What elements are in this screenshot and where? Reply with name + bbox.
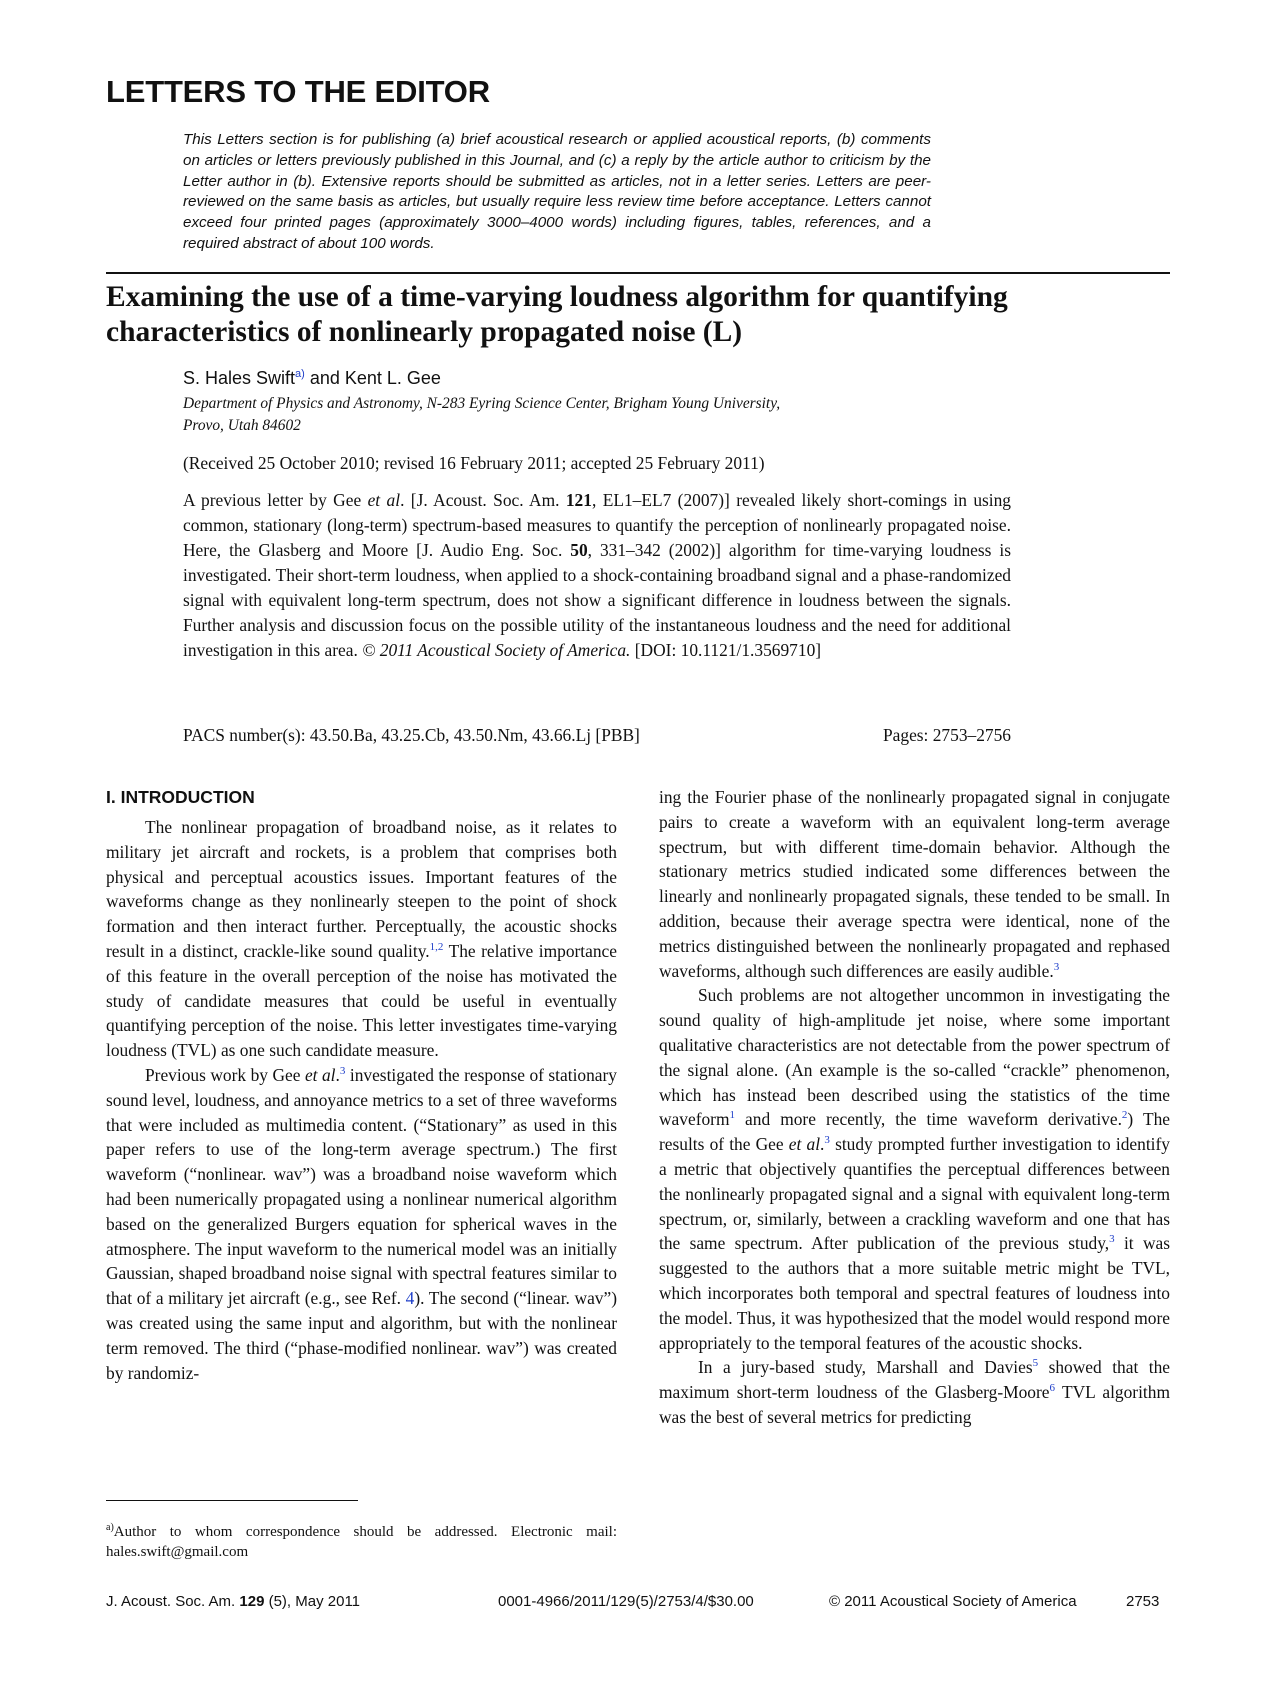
article-title: Examining the use of a time-varying loudness algorithm for quantifying characteristics of nonlinearly propagated noise (L) (106, 281, 1008, 348)
affiliation (183, 393, 983, 437)
author-names-rest: and Kent L. Gee (304, 368, 441, 388)
paragraph-text: showed that the maximum short-term loudness of the Glasberg-Moore (659, 1357, 1170, 1403)
citation-link[interactable]: 6 (1049, 1382, 1055, 1395)
paragraph-text: ). The second (“linear. wav”) was created using the same input and algorithm, but with the nonlinear term removed. The third (“phase-modified nonlinear. wav”) was created by randomiz- (106, 1288, 617, 1383)
paragraph (659, 785, 1170, 983)
citation-link[interactable]: 1,2 (429, 941, 444, 954)
footer-journal (106, 1593, 360, 1610)
abstract-volume: 50 (570, 540, 588, 560)
citation-link[interactable]: 5 (1032, 1357, 1039, 1370)
abstract-text: . [J. Acoust. Soc. Am. (400, 490, 566, 510)
paragraph-text: . (820, 1134, 825, 1155)
reference-link[interactable]: 4 (405, 1288, 415, 1309)
paragraph (659, 1355, 1170, 1429)
paragraph-text: The relative importance of this feature in the overall perception of the noise has motivated the study of candidate measures that could be useful in eventually quantifying perception of the noise. This letter investigates time-varying loudness (TVL) as one such candidate measure. (106, 940, 617, 1061)
author-name: S. Hales Swift (183, 368, 296, 388)
abstract-text: A previous letter by Gee (183, 490, 368, 510)
section-heading: I. INTRODUCTION (106, 787, 255, 807)
paragraph-text: ing the Fourier phase of the nonlinearly propagated signal in conjugate pairs to create a waveform with an equivalent long-term average spectrum, but with different time-domain behavior. Although the stationary metrics studied indicated some differences between the linearly and nonlinearly propagated signals, these tended to be small. In addition, because their average spectra were identical, none of the metrics distinguished between the nonlinearly propagated and rephased waveforms, although such differences are easily audible. (659, 787, 1170, 981)
citation-link[interactable]: 3 (1053, 960, 1060, 973)
page-range: Pages: 2753–2756 (882, 725, 1011, 745)
pacs-numbers: PACS number(s): 43.50.Ba, 43.25.Cb, 43.50.Nm, 43.66.Lj [PBB] (183, 725, 640, 745)
citation-link[interactable]: 2 (1121, 1109, 1128, 1122)
footer-text: (5), May 2011 (264, 1593, 361, 1610)
paragraph (659, 983, 1170, 1355)
paragraph-text: Such problems are not altogether uncommon in investigating the sound quality of high-amplitude jet noise, where some important qualitative characteristics are not detectable from the power spectrum of the signal alone. (An example is the so-called “crackle” phenomenon, which has instead been described using the statistics of the time waveform (659, 985, 1170, 1130)
abstract-text: , 331–342 (2002)] algorithm for time-varying loudness is investigated. Their short-term loudness, when applied to a shock-containing broadband signal and a phase-randomized signal with equivalent long-term spectrum, does not show a significant difference in loudness between the signals. Further analysis and discussion focus on the possible utility of the instantaneous loudness and the need for additional investigation in this area. (183, 540, 1011, 660)
citation-link[interactable]: 3 (339, 1065, 346, 1078)
received-dates: (Received 25 October 2010; revised 16 February 2011; accepted 25 February 2011) (183, 453, 765, 473)
page-number: 2753 (1126, 1593, 1160, 1610)
section-header: LETTERS TO THE EDITOR (106, 74, 490, 109)
header-rule (106, 272, 1170, 274)
abstract-text: , EL1–EL7 (2007)] revealed likely short-comings in using common, stationary (long-term) spectrum-based measures to quantify the perception of nonlinearly propagated noise. Here, the Glasberg and Moore [J. Audio Eng. Soc. (183, 490, 1011, 560)
citation-link[interactable]: 3 (824, 1134, 830, 1147)
paragraph-text: Previous work by Gee (145, 1064, 305, 1085)
abstract (183, 488, 1011, 663)
left-column (106, 785, 617, 1385)
abstract-copyright: © 2011 Acoustical Society of America. (362, 640, 631, 660)
paragraph-text: . (335, 1064, 340, 1085)
paragraph-text: The nonlinear propagation of broadband noise, as it relates to military jet aircraft and rockets, is a problem that comprises both physical and perceptual acoustics issues. Important features of the waveforms change as they nonlinearly steepen to the point of shock formation and then interact further. Perceptually, the acoustic shocks result in a distinct, crackle-like sound quality. (106, 817, 617, 961)
paragraph-text: In a jury-based study, Marshall and Davies (698, 1357, 1033, 1378)
citation-link[interactable]: 1 (729, 1109, 735, 1122)
paragraph-text: et al (788, 1134, 821, 1155)
paragraph-text: it was suggested to the authors that a more suitable metric might be TVL, which incorporates both temporal and spectral features of loudness into the model. Thus, it was hypothesized that the model would respond more appropriately to the temporal features of the acoustic shocks. (659, 1233, 1170, 1353)
author-footnote-mark[interactable]: a) (295, 368, 305, 380)
affiliation-line: Provo, Utah 84602 (183, 417, 301, 434)
footnote-rule (106, 1500, 358, 1501)
footer-issn: 0001-4966/2011/129(5)/2753/4/$30.00 (498, 1593, 754, 1610)
abstract-doi: [DOI: 10.1121/1.3569710] (630, 640, 822, 660)
abstract-text: et al (367, 490, 401, 510)
author-line (183, 368, 441, 389)
paragraph-text: investigated the response of stationary sound level, loudness, and annoyance metrics to a set of three waveforms that were included as multimedia content. (“Stationary” as used in this paper refers to use of the long-term average spectrum.) The first waveform (“nonlinear. wav”) was a broadband noise waveform which had been numerically propagated using a nonlinear numerical algorithm based on the generalized Burgers equation for spherical waves in the atmosphere. The input waveform to the numerical model was an initially Gaussian, shaped broadband noise signal with spectral features similar to that of a military jet aircraft (e.g., see Ref. (106, 1064, 617, 1309)
paragraph-text: ) The results of the Gee (659, 1109, 1170, 1155)
paragraph-text: and more recently, the time waveform derivative. (735, 1109, 1122, 1130)
footnote-mark: a) (106, 1522, 114, 1533)
paragraph-text: study prompted further investigation to identify a metric that objectively quantifies the perceptual differences between the nonlinearly propagated signal and a signal with equivalent long-term spectrum, or, similarly, between a crackling waveform and one that has the same spectrum. After publication of the previous study, (659, 1134, 1170, 1254)
paragraph (106, 1063, 617, 1385)
section-intro: This Letters section is for publishing (a) brief acoustical research or applied acoustical reports, (b) comments on articles or letters previously published in this Journal, and (c) a reply by the article author to criticism by the Letter author in (b). Extensive reports should be submitted as articles, not in a letter series. Letters are peer-reviewed on the same basis as articles, but usually require less review time before acceptance. Letters cannot exceed four printed pages (approximately 3000–4000 words) including figures, tables, references, and a required abstract of about 100 words. (183, 131, 931, 252)
abstract-volume: 121 (565, 490, 592, 510)
footer-volume: 129 (239, 1593, 265, 1610)
footnote (106, 1522, 617, 1562)
right-column (659, 785, 1170, 1430)
footnote-text: Author to whom correspondence should be addressed. Electronic mail: hales.swift@gmail.com (106, 1524, 617, 1560)
footer-text: J. Acoust. Soc. Am. (106, 1593, 240, 1610)
paragraph-text: et al (304, 1064, 336, 1085)
paragraph-text: TVL algorithm was the best of several metrics for predicting (659, 1382, 1170, 1427)
paragraph (106, 815, 617, 1063)
citation-link[interactable]: 3 (1109, 1233, 1115, 1246)
footer-copyright: © 2011 Acoustical Society of America (829, 1593, 1077, 1610)
affiliation-line: Department of Physics and Astronomy, N-283 Eyring Science Center, Brigham Young University, (183, 395, 781, 412)
